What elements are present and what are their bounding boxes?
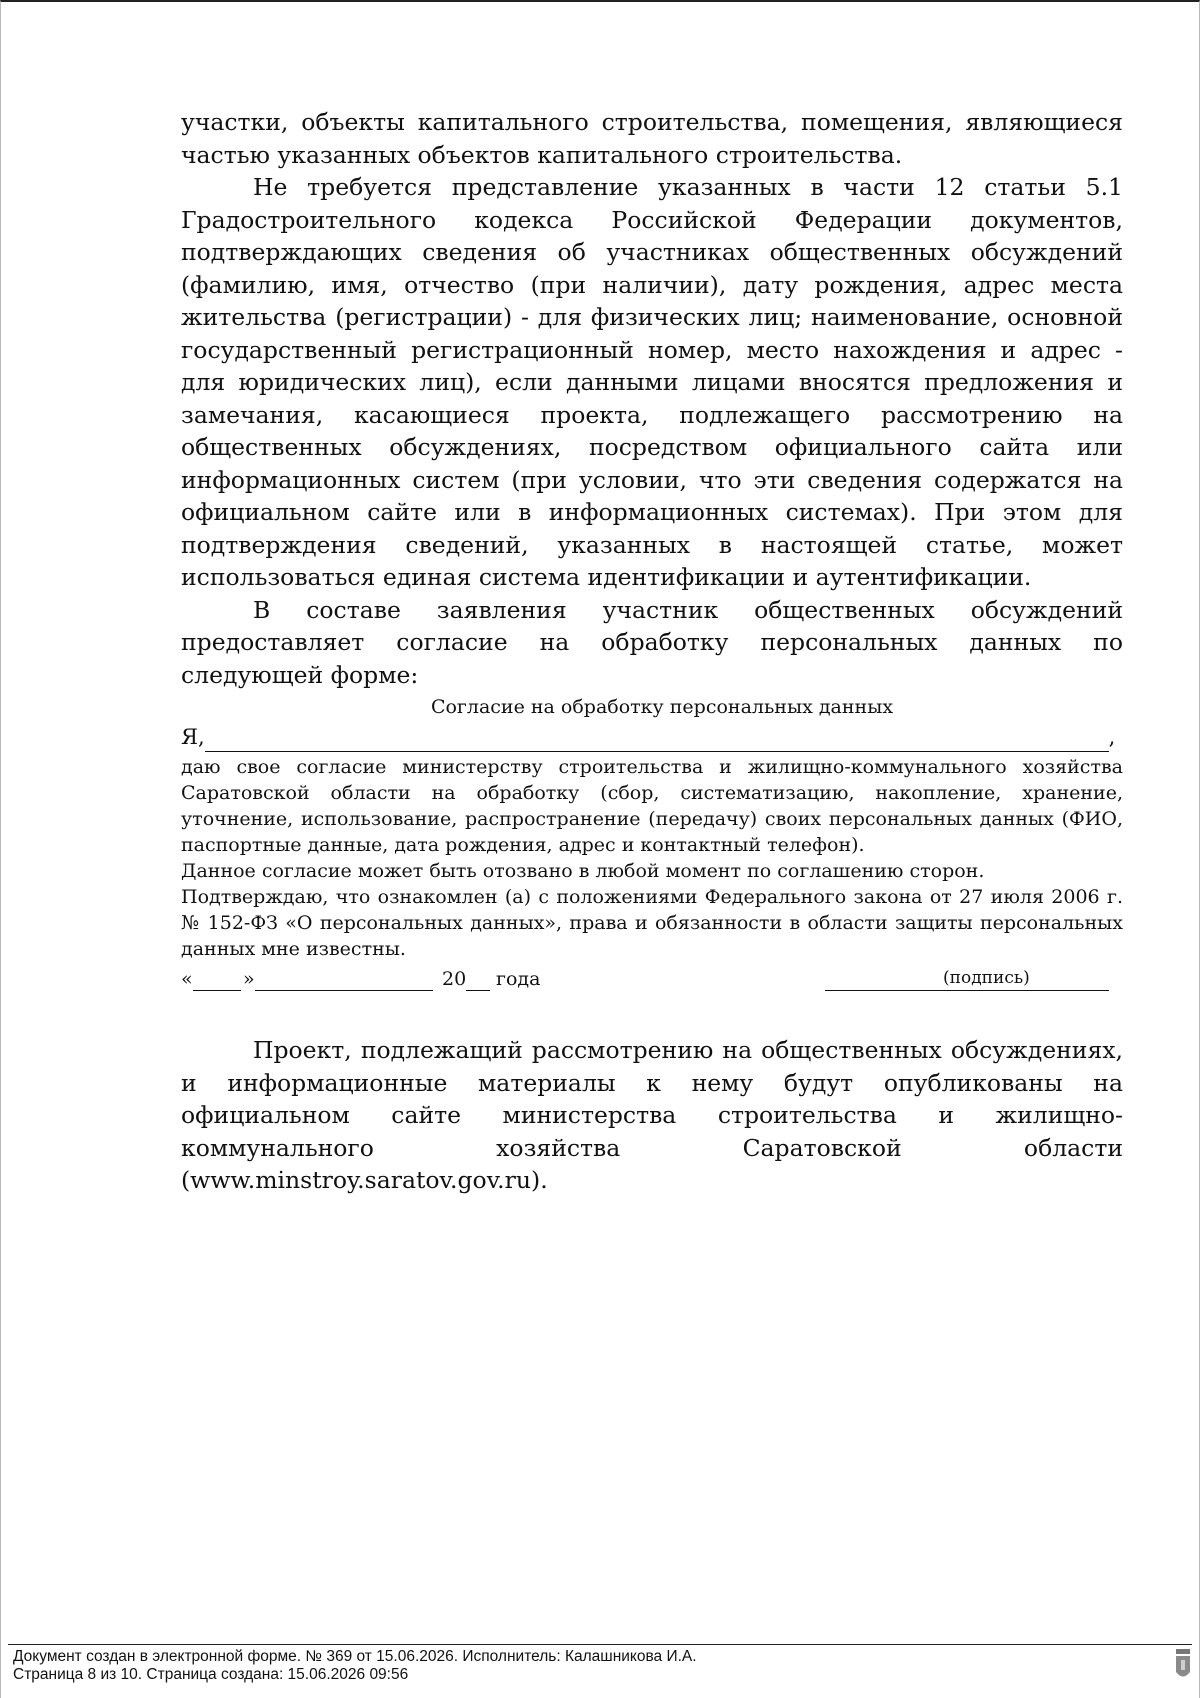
name-prefix: Я, [181,725,205,749]
consent-text-3: Подтверждаю, что ознакомлен (а) с положениями Федерального закона от 27 июля 2006 г. № 152-ФЗ «О персональных данных», права и обязанности в области защиты персональных данных мне известны. [181,886,1123,960]
year-suffix: года [496,968,541,990]
date-close-quote: » [243,968,255,990]
signature-blank [825,989,1109,991]
year-blank [466,989,490,991]
name-blank [205,729,1109,752]
footer-line-2: Страница 8 из 10. Страница создана: 15.06.2026 09:56 [13,1666,409,1683]
final-paragraph: Проект, подлежащий рассмотрению на общественных обсуждениях, и информационные материалы к нему будут опубликованы на официальном сайте министерства строительства и жилищно-коммунального хозяйства Саратовской области (www.minstroy.saratov.gov.ru). [181,1036,1123,1194]
document-body [181,106,1123,1197]
day-blank [193,989,241,991]
footer [13,1648,697,1684]
footer-divider [8,1644,1192,1645]
coat-of-arms-icon [1174,1648,1192,1682]
consent-form-title: Согласие на обработку персональных данных [430,696,894,718]
consent-text-1: даю свое согласие министерству строительства и жилищно-коммунального хозяйства Саратовской области на обработку (сбор, систематизацию, накопление, хранение, уточнение, использование, распространение (передачу) своих персональных данных (ФИО, паспортные данные, дата рождения, адрес и контактный телефон). [181,756,1123,856]
date-signature-row [181,966,1123,996]
name-line [181,722,1123,752]
consent-text-2: Данное согласие может быть отозвано в любой момент по соглашению сторон. [181,860,985,882]
year-prefix: 20 [442,968,467,990]
month-blank [255,989,433,991]
signature-caption: (подпись) [943,968,1030,988]
paragraph-1: участки, объекты капитального строительства, помещения, являющиеся частью указанных объектов капитального строительства. [181,108,1123,169]
paragraph-2: Не требуется представление указанных в части 12 статьи 5.1 Градостроительного кодекса Российской Федерации документов, подтверждающих сведения об участниках общественных обсуждений (фамилию, имя, отчество (при наличии), дату рождения, адрес места жительства (регистрации) - для физических лиц; наименование, основной государственный регистрационный номер, место нахождения и адрес - для юридических лиц), если данными лицами вносятся предложения и замечания, касающиеся проекта, подлежащего рассмотрению на общественных обсуждениях, посредством официального сайта или информационных систем (при условии, что эти сведения содержатся на официальном сайте или в информационных системах). При этом для подтверждения сведений, указанных в настоящей статье, может использоваться единая система идентификации и аутентификации. [181,173,1123,591]
date-open-quote: « [181,968,193,990]
paragraph-3: В составе заявления участник общественных обсуждений предоставляет согласие на обработку персональных данных по следующей форме: [181,595,1123,689]
footer-line-1: Документ создан в электронной форме. № 369 от 15.06.2026. Исполнитель: Калашникова И.А. [13,1648,697,1665]
name-suffix: , [1108,725,1116,749]
